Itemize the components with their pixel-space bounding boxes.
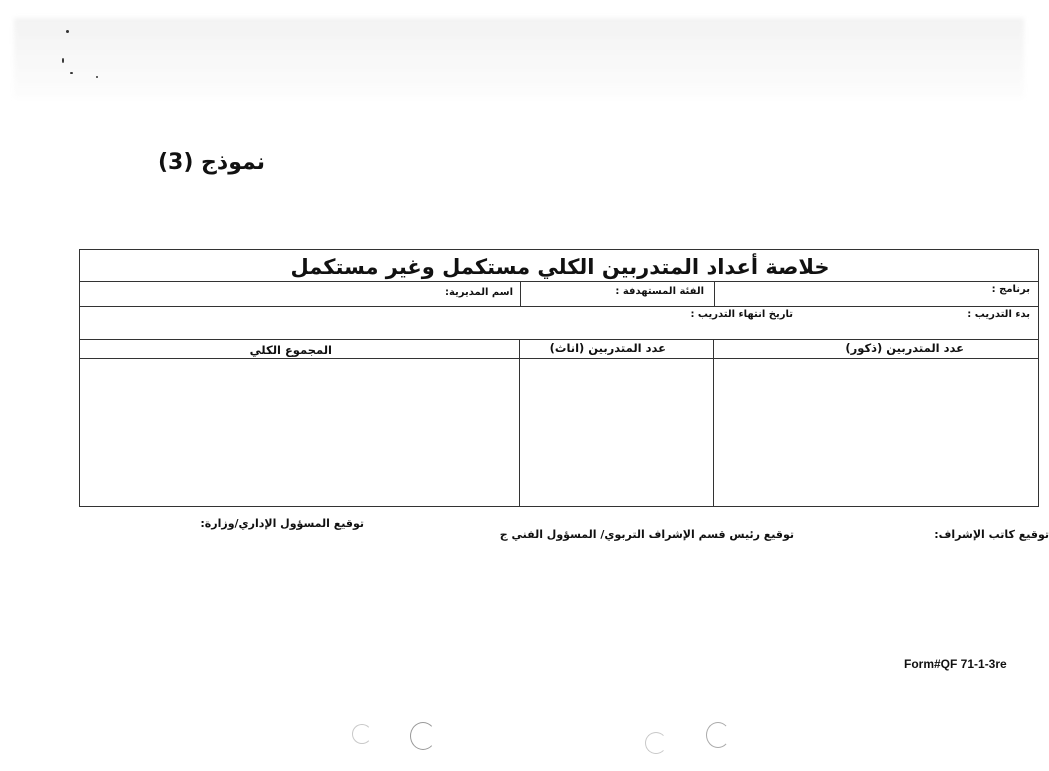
males-column-header: عدد المتدربين (ذكور): [845, 341, 964, 355]
scan-speck: [62, 58, 64, 63]
supervision-clerk-signature: توقيع كاتب الإشراف:: [934, 528, 1049, 541]
binder-hole-mark: [645, 732, 667, 754]
scan-speck: [66, 30, 69, 33]
row-divider: [80, 358, 1038, 359]
binder-hole-mark: [706, 722, 730, 748]
start-date-label: بدء التدريب :: [967, 309, 1030, 320]
row-divider: [80, 339, 1038, 340]
scan-speck: [70, 72, 73, 74]
scan-speck: [96, 76, 98, 78]
directorate-label: اسم المديرية:: [444, 287, 513, 298]
head-of-supervision-signature: توقيع رئيس قسم الإشراف التربوي/ المسؤول الفني ج: [499, 528, 794, 541]
row-divider: [80, 281, 1038, 282]
trainees-summary-table: [79, 249, 1039, 507]
scan-smudge: [14, 18, 1024, 98]
binder-hole-mark: [352, 724, 372, 744]
form-number: نموذج (3): [157, 150, 265, 175]
form-code: Form#QF 71-1-3re: [904, 657, 1007, 671]
column-divider: [713, 339, 714, 507]
row-divider: [80, 306, 1038, 307]
column-divider: [714, 281, 715, 306]
admin-officer-signature: توقيع المسؤول الإداري/وزارة:: [200, 517, 364, 530]
table-title: خلاصة أعداد المتدربين الكلي مستكمل وغير مستكمل: [290, 255, 830, 279]
binder-hole-mark: [410, 722, 436, 750]
target-group-label: الفئة المستهدفة :: [615, 286, 704, 297]
column-divider: [520, 281, 521, 306]
column-divider: [519, 339, 520, 507]
total-column-header: المجموع الكلي: [249, 343, 332, 357]
program-label: برنامج :: [991, 284, 1030, 295]
females-column-header: عدد المتدربين (اناث): [549, 341, 666, 355]
end-date-label: تاريخ انتهاء التدريب :: [690, 309, 793, 320]
